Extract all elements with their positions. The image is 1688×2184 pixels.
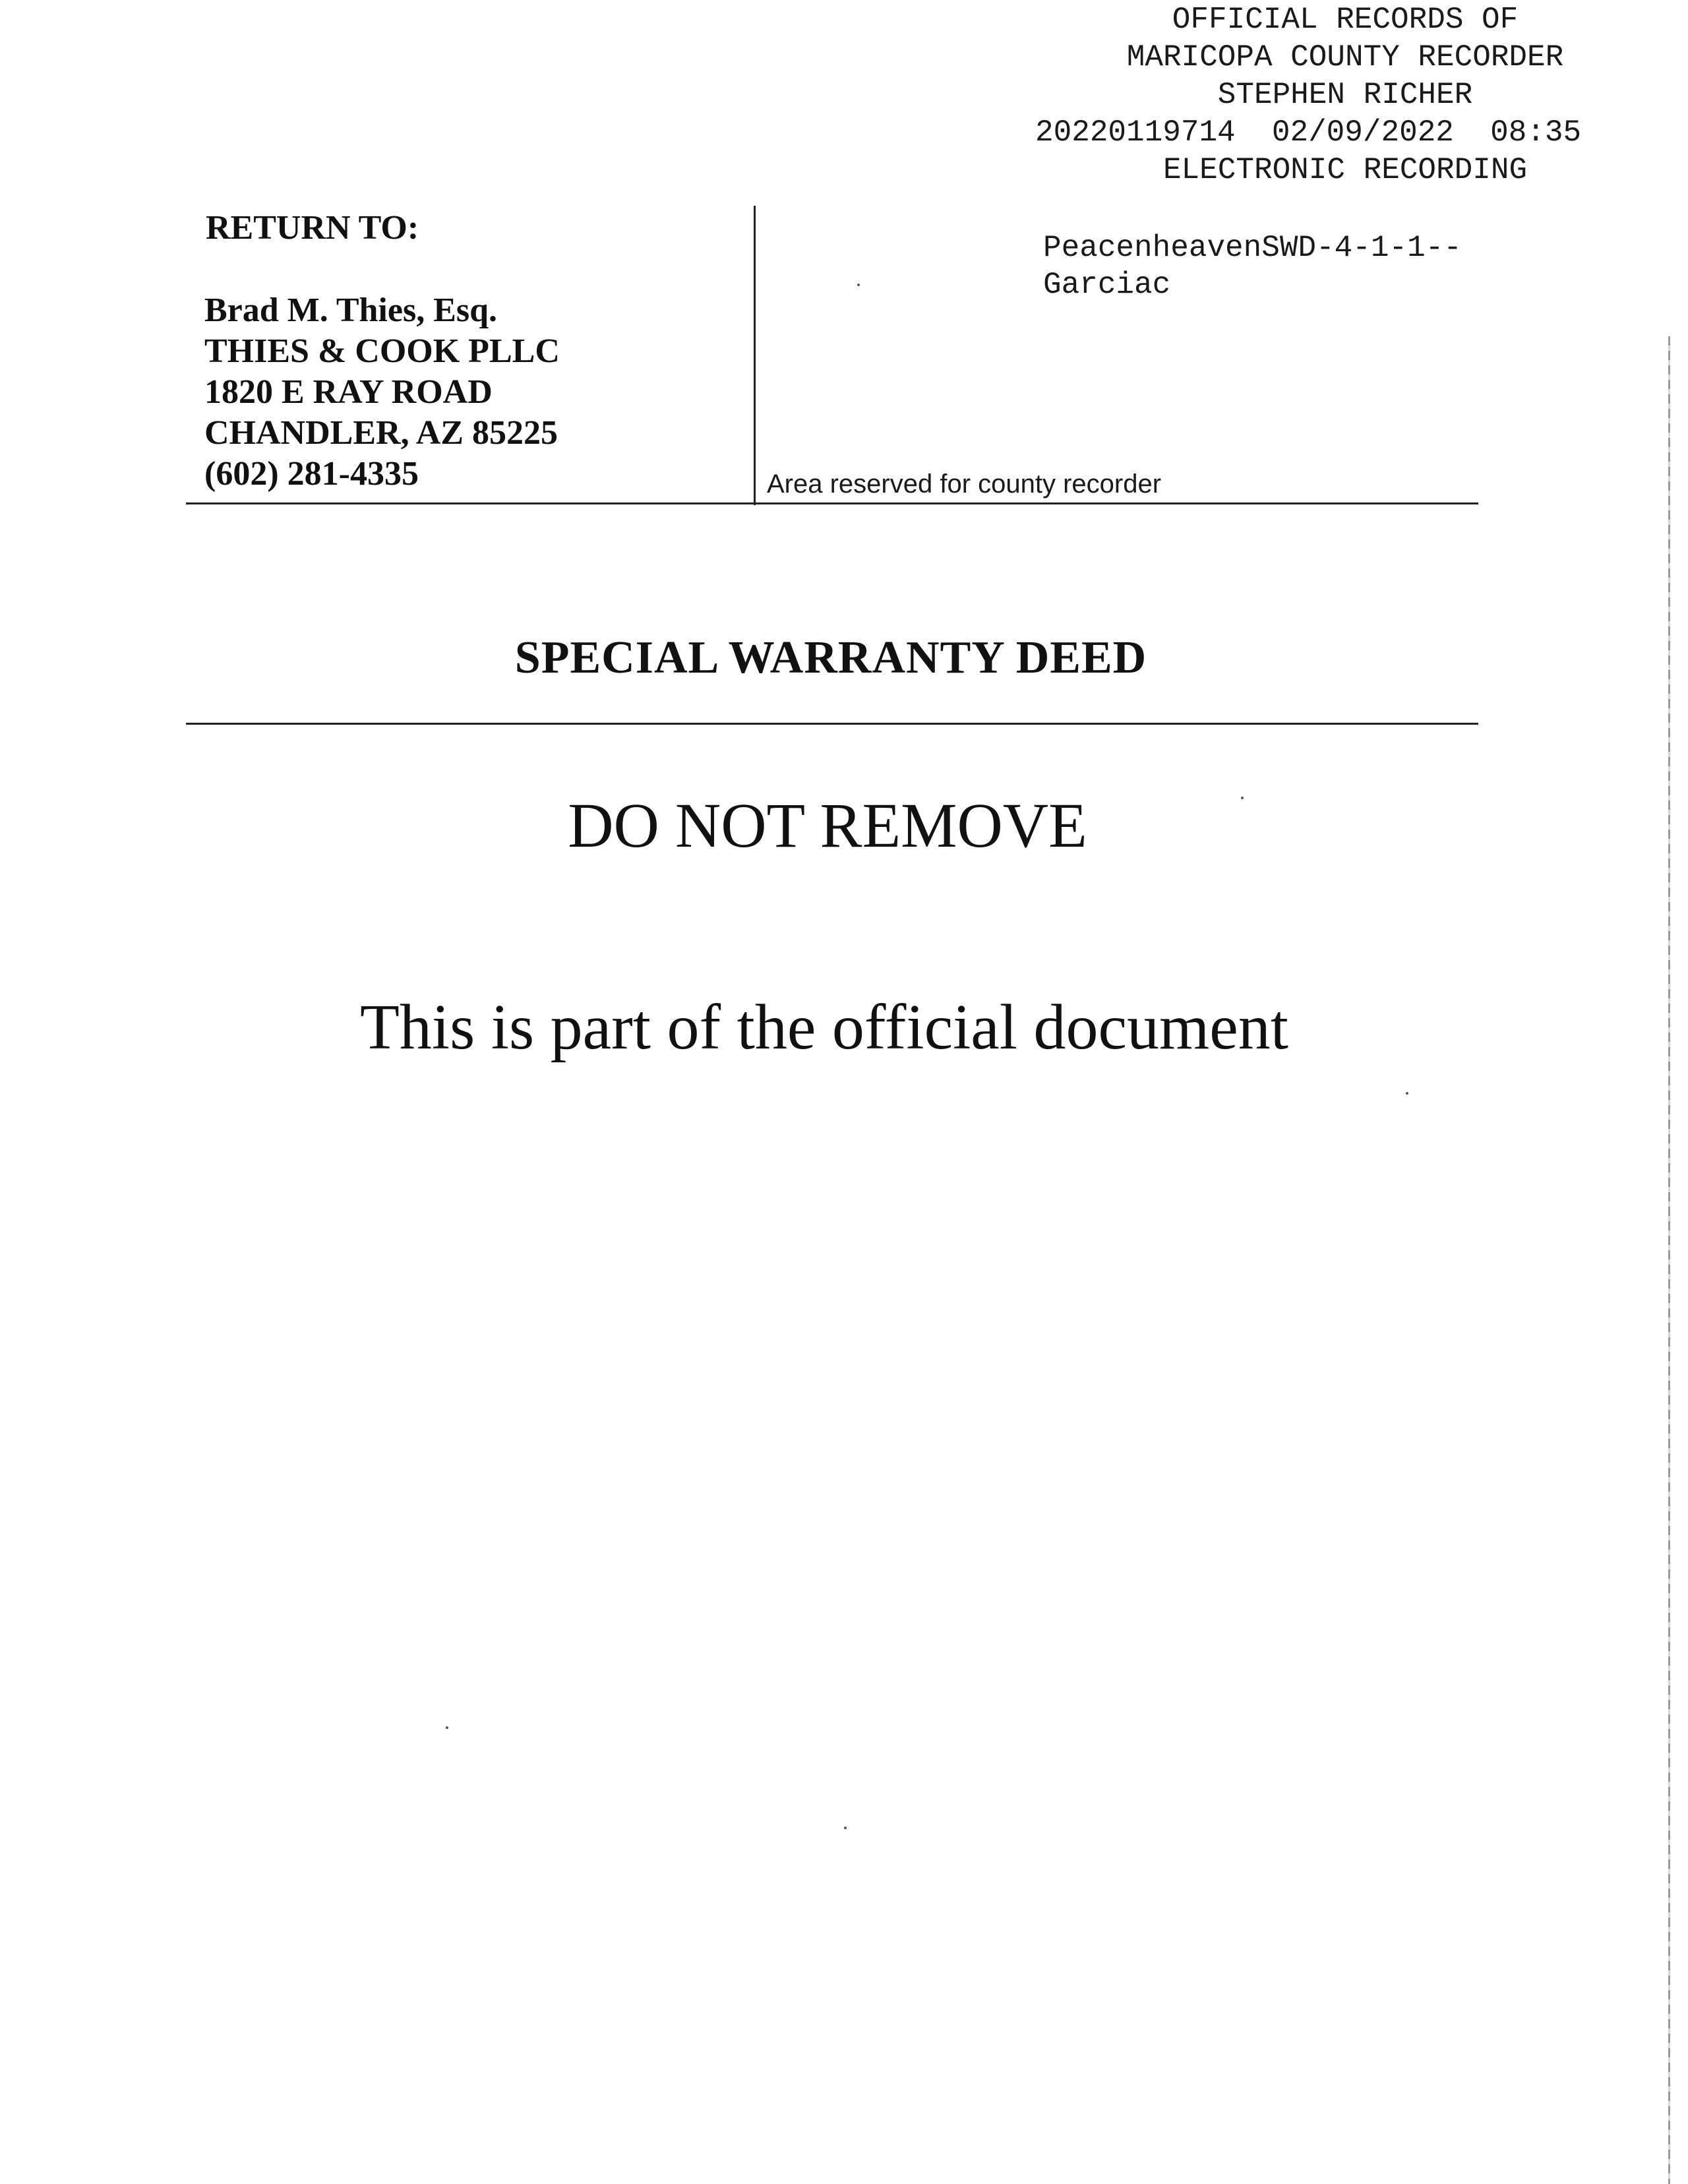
- return-name: Brad M. Thies, Esq.: [204, 291, 498, 329]
- stamp-line-official-records: OFFICIAL RECORDS OF: [1172, 3, 1519, 37]
- doc-ref-line-2: Garciac: [1043, 268, 1171, 302]
- official-document-notice: This is part of the official document: [360, 992, 1288, 1063]
- scan-speck: [446, 1726, 448, 1729]
- scan-speck: [1241, 797, 1244, 799]
- scan-edge-artifact: [1668, 336, 1670, 2184]
- stamp-line-recorder-name: STEPHEN RICHER: [1217, 78, 1473, 112]
- stamp-line-recording-number-date: 20220119714 02/09/2022 08:35: [1035, 115, 1582, 150]
- return-phone: (602) 281-4335: [204, 455, 419, 493]
- document-reference: [1043, 229, 1462, 303]
- recorder-stamp: [1035, 1, 1688, 189]
- deed-title: SPECIAL WARRANTY DEED: [514, 632, 1147, 683]
- recorder-area-label: Area reserved for county recorder: [767, 470, 1162, 499]
- title-rule: [186, 723, 1478, 725]
- scan-speck: [1406, 1092, 1408, 1095]
- header-rule: [186, 502, 1478, 504]
- return-city-state-zip: CHANDLER, AZ 85225: [204, 414, 558, 452]
- return-firm: THIES & COOK PLLC: [204, 332, 560, 370]
- header-vertical-divider: [754, 206, 756, 505]
- scan-speck: [844, 1827, 847, 1829]
- stamp-line-county-recorder: MARICOPA COUNTY RECORDER: [1126, 40, 1564, 75]
- return-address: [204, 290, 560, 495]
- do-not-remove-notice: DO NOT REMOVE: [568, 790, 1087, 861]
- doc-ref-line-1: PeacenheavenSWD-4-1-1--: [1043, 231, 1462, 265]
- stamp-line-electronic-recording: ELECTRONIC RECORDING: [1162, 153, 1528, 187]
- return-street: 1820 E RAY ROAD: [204, 373, 493, 411]
- return-to-label: RETURN TO:: [206, 209, 419, 247]
- scan-speck: [857, 284, 860, 286]
